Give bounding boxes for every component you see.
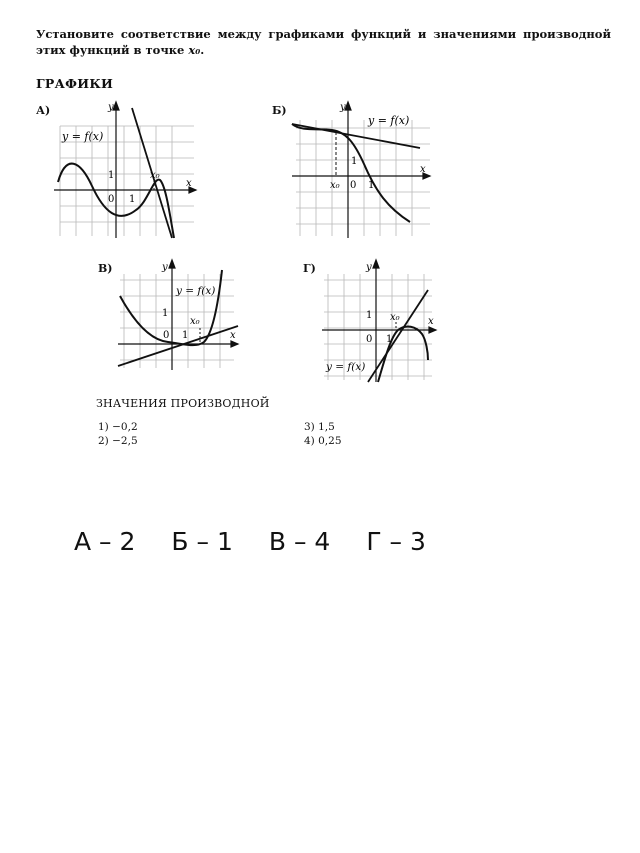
graph-g-x0: x₀ [390,312,400,323]
graph-g-zero: 0 [366,334,373,345]
graph-a-one-x: 1 [129,194,136,205]
graph-v-curve [120,270,222,345]
graph-b-axes [292,102,430,238]
graph-g-y-label: y [366,262,372,273]
value-item-4: 4) 0,25 [304,435,342,447]
graph-b-x-label: x [420,164,426,175]
graph-v-fx-label: y = f(x) [176,285,216,297]
graph-a-x0: x₀ [150,170,160,181]
graph-v-one-y: 1 [162,308,169,319]
value-item-2: 2) −2,5 [98,435,138,447]
graph-b-fx-label: y = f(x) [368,114,410,127]
answer-a: А – 2 [74,527,136,556]
graph-v [114,256,244,380]
graph-b-one-x: 1 [368,180,375,191]
values-column-right [304,420,342,448]
value-item-3: 3) 1,5 [304,421,335,433]
graph-g [318,256,440,386]
graph-v-y-label: y [162,262,168,273]
graph-a-x-label: x [186,178,192,189]
graph-v-zero: 0 [163,330,170,341]
graph-g-one-y: 1 [366,310,373,321]
graph-b-one-y: 1 [351,156,358,167]
panel-b-letter: Б) [272,104,287,117]
values-column-left [98,420,138,448]
answer-g: Г – 3 [366,527,426,556]
graph-a-one-y: 1 [108,170,115,181]
task-statement [36,26,611,58]
graph-b-zero: 0 [350,180,357,191]
panel-v-letter: В) [98,262,113,275]
task-text: Установите соответствие между графиками функций и значениями производной этих функций в точке [36,27,611,57]
value-item-1: 1) −0,2 [98,421,138,433]
graphs-title: ГРАФИКИ [36,76,114,91]
graph-b-x0: x₀ [330,180,340,191]
graph-g-tangent [368,290,428,382]
answer-v: В – 4 [268,527,331,556]
graph-a [52,98,202,242]
derivative-values-title: ЗНАЧЕНИЯ ПРОИЗВОДНОЙ [96,397,270,410]
graph-g-one-x: 1 [386,334,393,345]
graph-b [288,98,438,242]
answers-row [74,527,462,556]
graph-a-zero: 0 [108,194,115,205]
panel-g-letter: Г) [303,262,316,275]
task-x0-symbol: x₀ [188,43,201,57]
answer-b: Б – 1 [171,527,233,556]
graph-a-axes [54,102,196,238]
graph-a-fx-label: y = f(x) [62,130,104,143]
graph-v-one-x: 1 [182,330,189,341]
graph-b-y-label: y [340,102,346,113]
task-end: . [200,43,205,57]
graph-g-x-label: x [428,316,434,327]
graph-v-x-label: x [230,330,236,341]
graph-a-y-label: y [108,102,114,113]
graph-g-fx-label: y = f(x) [326,361,366,373]
graph-v-x0: x₀ [190,316,200,327]
graph-b-curve [292,124,410,222]
panel-a-letter: А) [36,104,51,117]
